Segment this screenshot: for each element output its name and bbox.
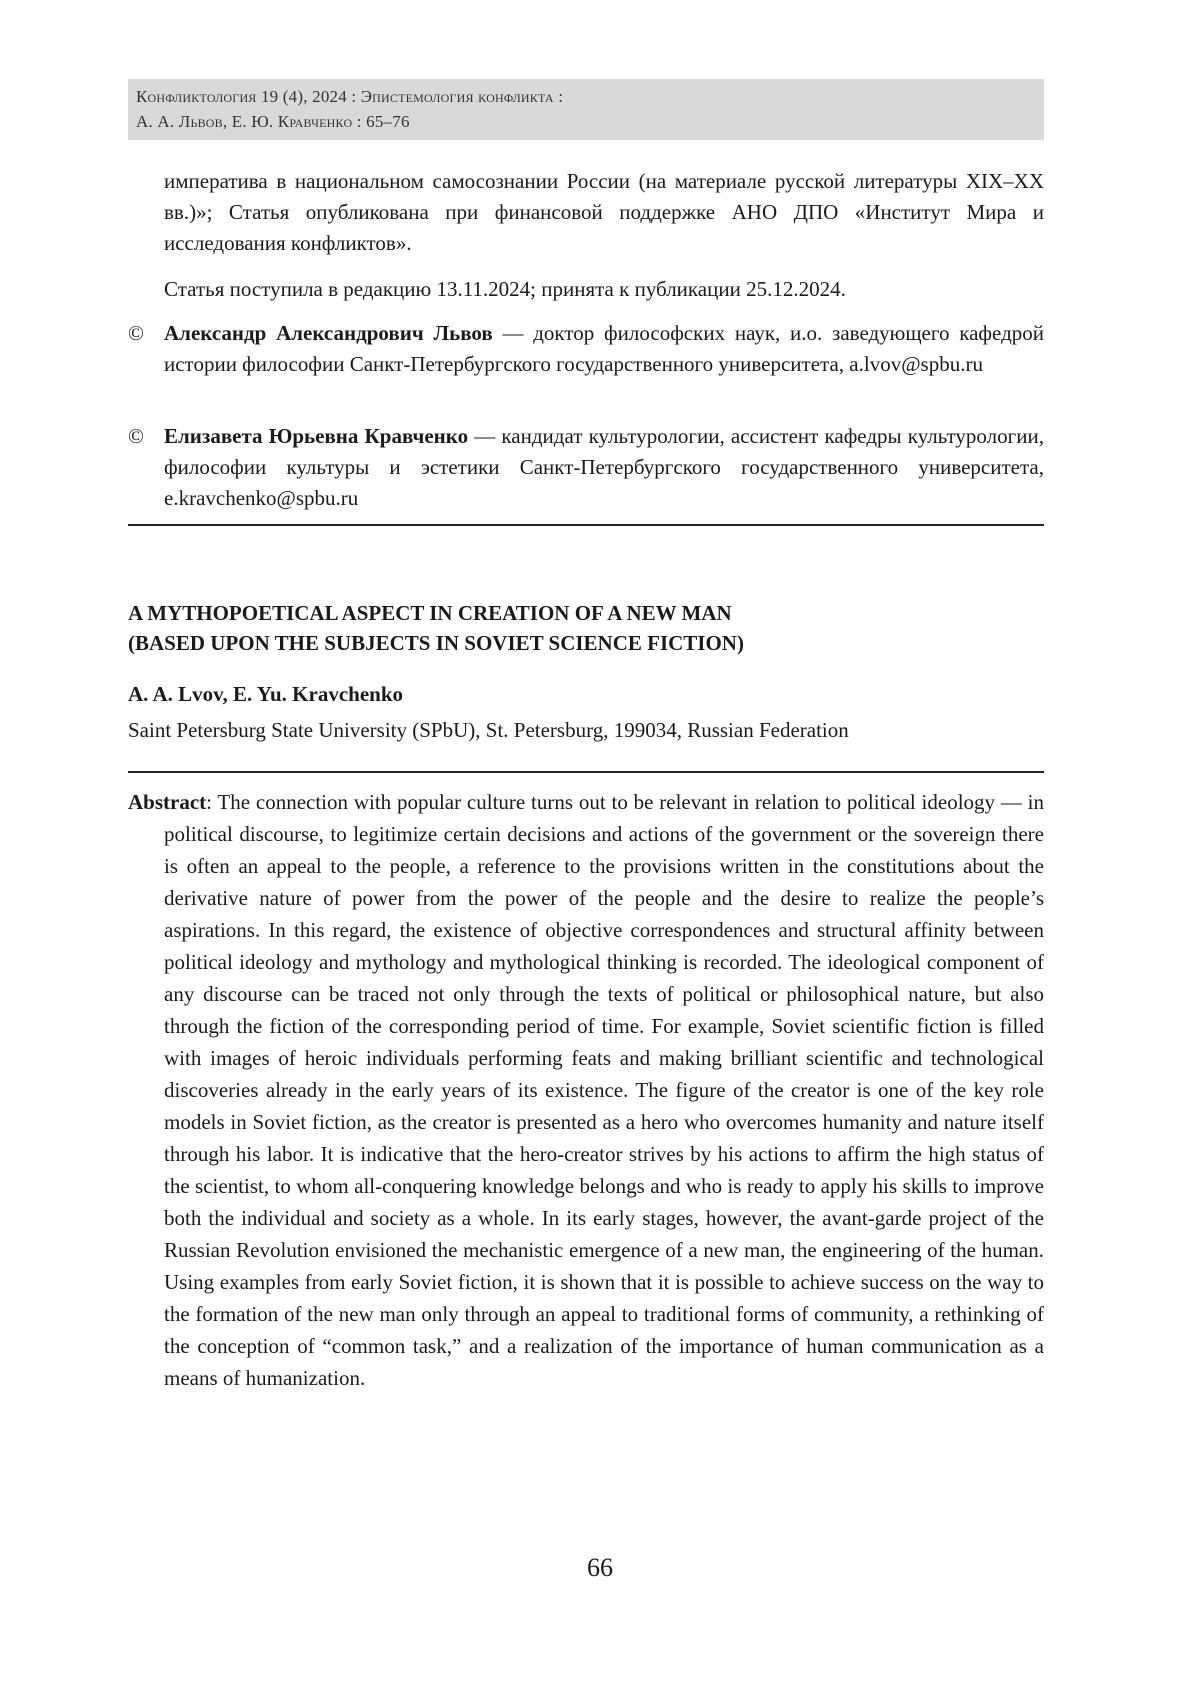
copyright-symbol: © xyxy=(128,424,144,448)
author-details: — доктор философских наук, и.о. заведующего кафедрой истории философии Санкт-Петербургского государственного университета, a.lvov@spbu.ru xyxy=(164,321,1044,376)
running-head-authors: А. А. Львов, Е. Ю. Кравченко : 65–76 xyxy=(136,112,410,131)
copyright-symbol: © xyxy=(128,321,144,345)
running-head xyxy=(128,79,1044,140)
english-title-line-1: A MYTHOPOETICAL ASPECT IN CREATION OF A NEW MAN xyxy=(128,601,732,625)
english-affiliation: Saint Petersburg State University (SPbU), St. Petersburg, 199034, Russian Federation xyxy=(128,718,849,742)
english-title xyxy=(128,598,1044,658)
funding-note: императива в национальном самосознании России (на материале русской литературы XIX–XX вв.)»; Статья опубликована при финансовой поддержке АНО ДПО «Институт Мира и исследования конфликтов». xyxy=(164,169,1044,255)
page-number: 66 xyxy=(587,1553,613,1582)
abstract-divider xyxy=(128,771,1044,773)
author-name: Александр Александрович Львов xyxy=(164,321,493,345)
running-head-journal: Конфликтология 19 (4), 2024 : Эпистемология конфликта : xyxy=(136,87,564,106)
abstract-text: : The connection with popular culture turns out to be relevant in relation to political ideology — in political discourse, to legitimize certain decisions and actions of the government or the sovereign there is often an appeal to the people, a reference to the provisions written in the constitutions about the derivative nature of power from the power of the people and the desire to realize the people’s aspirations. In this regard, the existence of objective correspondences and structural affinity between political ideology and mythology and mythological thinking is recorded. The ideological component of any discourse can be traced not only through the texts of political or philosophical nature, but also through the fiction of the corresponding period of time. For example, Soviet scientific fiction is filled with images of heroic individuals performing feats and making brilliant scientific and technological discoveries already in the early years of its existence. The figure of the creator is one of the key role models in Soviet fiction, as the creator is presented as a hero who overcomes humanity and nature itself through his labor. It is indicative that the hero-creator strives by his actions to affirm the high status of the scientist, to whom all-conquering knowledge belongs and who is ready to apply his skills to improve both the individual and society as a whole. In its early stages, however, the avant-garde project of the Russian Revolution envisioned the mechanistic emergence of a new man, the engineering of the human. Using examples from early Soviet fiction, it is shown that it is possible to achieve success on the way to the formation of the new man only through an appeal to traditional forms of community, a rethinking of the conception of “common task,” and a realization of the importance of human communication as a means of humanization. xyxy=(164,790,1044,1390)
abstract-label: Abstract xyxy=(128,790,207,814)
section-divider xyxy=(128,524,1044,526)
english-title-line-2: (BASED UPON THE SUBJECTS IN SOVIET SCIENCE FICTION) xyxy=(128,631,744,655)
english-abstract xyxy=(128,786,1044,1394)
author-name: Елизавета Юрьевна Кравченко xyxy=(164,424,469,448)
english-authors: A. A. Lvov, E. Yu. Kravchenko xyxy=(128,682,403,706)
author-details: — кандидат культурологии, ассистент кафедры культурологии, философии культуры и эстетики Санкт-Петербургского государственного университета, e.kravchenko@spbu.ru xyxy=(164,424,1044,510)
author-note-lvov xyxy=(128,318,1044,380)
author-note-kravchenko xyxy=(128,421,1044,514)
received-note: Статья поступила в редакцию 13.11.2024; принята к публикации 25.12.2024. xyxy=(164,277,846,301)
